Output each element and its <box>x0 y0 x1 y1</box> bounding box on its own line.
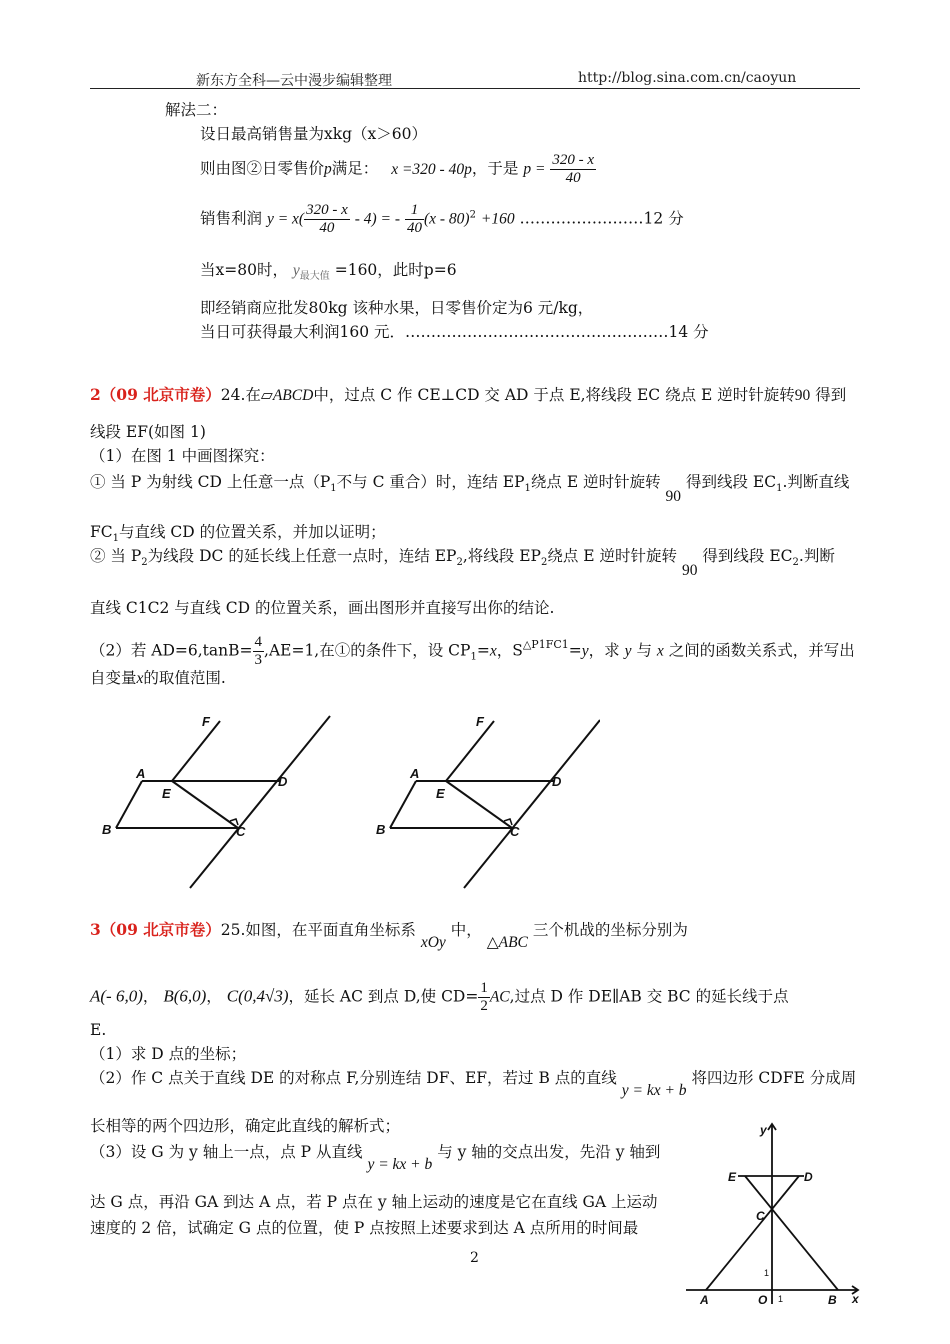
fig1-label-d: D <box>278 774 288 789</box>
q3-line1: 3（09 北京市卷）25.如图，在平面直角坐标系 xOy 中， △ABC 三个机战的坐标分别为 <box>90 920 688 951</box>
q2-line8: （2）若 AD=6,tanB= $\frac{4}{3}$ ,AE=1,在①的条件下，设 $CP_1=x$，$S^{\triangle P1FC1}=y$，求 y 与 x 之间的函数关系式，并写出 <box>90 634 855 668</box>
sol2-title: 解法二： <box>165 101 228 119</box>
figure-2 <box>390 720 600 888</box>
q3-line8: 达 G 点，再沿 GA 到达 A 点，若 P 点在 y 轴上运动的速度是它在直线 GA 上运动 <box>90 1193 658 1211</box>
line-a-d <box>706 1176 799 1290</box>
fig1-label-c: C <box>236 824 246 839</box>
q3-line7: （3）设 G 为 y 轴上一点，点 P 从直线 y = kx + b 与 y 轴的交点出发，先沿 y 轴到 <box>90 1143 661 1173</box>
q3-line4: （1）求 D 点的坐标； <box>90 1045 247 1063</box>
sol2-line6: 当日可获得最大利润160 元．……………………………………………14 分 <box>200 323 709 341</box>
sol2-line2: 则由图②日零售价p满足： x =320 - 40p，于是 p = $\frac{320 - x}{40}$ <box>200 152 594 186</box>
label-b: B <box>828 1293 837 1306</box>
q2-line5: $FC_1$与直线 CD 的位置关系，并加以证明； <box>90 523 386 545</box>
tick-y-1: 1 <box>764 1268 770 1278</box>
q3-line2: A(- 6,0)， B(6,0)， C(0,4√3)，延长 AC 到点 D,使 CD= $\frac{1}{2}$ AC,过点 D 作 DE∥AB 交 BC 的延长线于点 <box>90 980 789 1014</box>
fig1-label-f: F <box>202 714 210 729</box>
label-y: y <box>760 1123 767 1137</box>
sol2-line1: 设日最高销售量为xkg（x＞60） <box>200 125 428 143</box>
header-rule <box>90 88 860 89</box>
fig2-label-f: F <box>476 714 484 729</box>
q2-line7: 直线 C1C2 与直线 CD 的位置关系，画出图形并直接写出你的结论. <box>90 599 555 617</box>
q2-line9: 自变量x的取值范围. <box>90 669 226 687</box>
label-x: x <box>852 1292 859 1306</box>
fig2-label-d: D <box>552 774 562 789</box>
q3-line5: （2）作 C 点关于直线 DE 的对称点 F,分别连结 DF、EF，若过 B 点的直线 y = kx + b 将四边形 CDFE 分成周 <box>90 1069 857 1099</box>
sol2-line4: 当x=80时， $y_{最大值} =160$，此时p=6 <box>200 261 457 283</box>
q2-line3: （1）在图 1 中画图探究： <box>90 447 275 465</box>
label-e: E <box>728 1170 737 1184</box>
fig2-label-c: C <box>510 824 520 839</box>
figure-1 <box>116 716 330 888</box>
fig2-label-e: E <box>436 786 445 801</box>
q3-coordinate-graph <box>686 1118 866 1306</box>
label-d: D <box>804 1170 813 1184</box>
label-a: A <box>700 1293 709 1306</box>
q3-line6: 长相等的两个四边形，确定此直线的解析式； <box>90 1117 401 1135</box>
tick-x-1: 1 <box>778 1294 784 1304</box>
line-b-e <box>745 1176 838 1290</box>
q2-line4: ① 当 P 为射线 CD 上任意一点（$P_1$不与 C 重合）时，连结 $EP_1$绕点 E 逆时针旋转 90 得到线段 $EC_1$.判断直线 <box>90 473 850 505</box>
q3-line9: 速度的 2 倍，试确定 G 点的位置，使 P 点按照上述要求到达 A 点所用的时间最 <box>90 1219 639 1237</box>
label-c: C <box>756 1209 765 1223</box>
fig1-label-e: E <box>162 786 171 801</box>
header-right: http://blog.sina.com.cn/caoyun <box>578 70 797 86</box>
q3-line3: E. <box>90 1021 107 1039</box>
q2-line6: ② 当 $P_2$为线段 DC 的延长线上任意一点时，连结 $EP_2$,将线段 $EP_2$绕点 E 逆时针旋转 90 得到线段 $EC_2$.判断 <box>90 547 835 579</box>
label-o: O <box>758 1293 768 1306</box>
sol2-line3: 销售利润 y = x( $\frac{320 - x}{40}$ - 4) = - $\frac{1}{40}$ (x - 80)$^2$ +160 ……………………12 分 <box>200 202 684 236</box>
q2-line1: 2（09 北京市卷）24.在▱ABCD中，过点 C 作 CE⊥CD 交 AD 于点 E,将线段 EC 绕点 E 逆时针旋转90 得到 <box>90 385 847 404</box>
fig2-label-a: A <box>410 766 420 781</box>
header-left: 新东方全科—云中漫步编辑整理 <box>196 73 392 89</box>
fig1-label-a: A <box>136 766 146 781</box>
sol2-line5: 即经销商应批发80kg 该种水果，日零售价定为6 元/kg， <box>200 299 594 317</box>
q2-line2: 线段 EF(如图 1) <box>90 423 206 441</box>
q2-figures <box>90 708 600 893</box>
fig1-label-b: B <box>102 822 112 837</box>
fig2-label-b: B <box>376 822 386 837</box>
page-number: 2 <box>470 1250 479 1266</box>
